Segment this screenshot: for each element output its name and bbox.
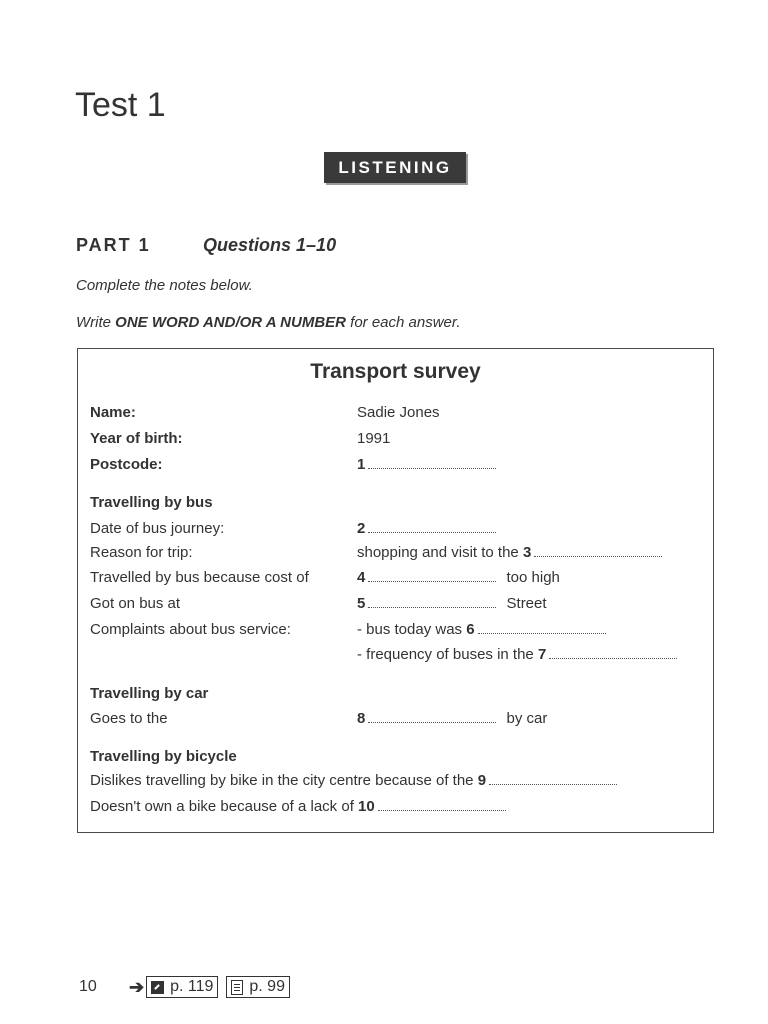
notes-box	[77, 348, 714, 833]
q10-number: 10	[358, 798, 375, 815]
date-label: Date of bus journey:	[90, 520, 225, 537]
postcode-row	[90, 456, 366, 473]
q6-answer-line[interactable]	[478, 632, 606, 634]
q5-answer-line[interactable]	[368, 606, 496, 608]
name-value: Sadie Jones	[357, 404, 440, 421]
q4-answer-line[interactable]	[368, 580, 496, 582]
goes-row	[90, 710, 548, 727]
page-footer	[79, 976, 298, 998]
answer-key-page: p. 119	[170, 978, 214, 995]
q2-answer-line[interactable]	[368, 531, 496, 533]
form-title: Transport survey	[310, 360, 481, 383]
date-row	[90, 520, 366, 537]
own-text: Doesn't own a bike because of a lack of	[90, 798, 354, 815]
q5-blank[interactable]	[357, 595, 547, 612]
q4-number: 4	[357, 569, 366, 586]
page-number: 10	[79, 978, 97, 995]
q9-number: 9	[477, 772, 487, 789]
got-on-row	[90, 595, 547, 612]
name-row	[90, 404, 440, 421]
dislikes-row	[90, 772, 617, 789]
q7-number: 7	[537, 646, 547, 663]
q8-blank[interactable]	[357, 710, 547, 727]
q8-answer-line[interactable]	[368, 721, 496, 723]
q6-blank[interactable]	[357, 621, 606, 638]
section-badge: LISTENING	[324, 152, 466, 183]
q1-blank[interactable]	[357, 456, 496, 473]
postcode-label: Postcode:	[90, 456, 163, 473]
dislikes-text: Dislikes travelling by bike in the city centre because of the	[90, 772, 474, 789]
page-title: Test 1	[75, 86, 166, 124]
goes-label: Goes to the	[90, 710, 168, 727]
q3-number: 3	[522, 544, 532, 561]
q4-suffix: too high	[506, 569, 560, 586]
part-header	[76, 235, 336, 256]
q9-answer-line[interactable]	[489, 783, 617, 785]
reason-row	[90, 544, 532, 561]
name-label: Name:	[90, 404, 136, 421]
q7-answer-line[interactable]	[549, 657, 677, 659]
transcript-reference[interactable]	[226, 976, 290, 998]
year-row	[90, 430, 391, 447]
complaint-2-text: - frequency of buses in the	[357, 646, 534, 663]
complaints-row	[90, 621, 475, 638]
cost-label: Travelled by bus because cost of	[90, 569, 309, 586]
q8-number: 8	[357, 710, 366, 727]
q8-suffix: by car	[506, 710, 548, 727]
transcript-icon	[231, 980, 243, 995]
questions-range: Questions 1–10	[203, 235, 337, 255]
complaint-1-text: - bus today was	[357, 621, 463, 638]
bike-heading: Travelling by bicycle	[90, 748, 237, 765]
instruction-text-bold: ONE WORD AND/OR A NUMBER	[115, 314, 346, 331]
q2-number: 2	[357, 520, 366, 537]
car-heading: Travelling by car	[90, 685, 209, 702]
q3-blank[interactable]	[357, 544, 662, 561]
part-label: PART 1	[76, 235, 151, 255]
q6-number: 6	[466, 621, 475, 638]
transcript-page: p. 99	[249, 978, 285, 995]
answer-key-icon	[151, 981, 164, 994]
complaints-label: Complaints about bus service:	[90, 621, 291, 638]
q2-blank[interactable]	[357, 520, 496, 537]
instruction-text-post: for each answer.	[346, 314, 461, 331]
arrow-right-icon: ➔	[129, 976, 145, 997]
cost-row	[90, 569, 560, 586]
answer-key-reference[interactable]	[146, 976, 218, 998]
q4-blank[interactable]	[357, 569, 560, 586]
q5-suffix: Street	[506, 595, 547, 612]
q5-number: 5	[357, 595, 366, 612]
got-on-label: Got on bus at	[90, 595, 181, 612]
instruction-complete: Complete the notes below.	[76, 277, 253, 294]
instruction-word-limit	[76, 314, 461, 331]
year-value: 1991	[357, 430, 391, 447]
q3-answer-line[interactable]	[534, 555, 662, 557]
q1-answer-line[interactable]	[368, 467, 496, 469]
q1-number: 1	[357, 456, 366, 473]
reason-label: Reason for trip:	[90, 544, 193, 561]
instruction-text-pre: Write	[76, 314, 116, 331]
own-row	[90, 798, 506, 815]
bus-heading: Travelling by bus	[90, 494, 213, 511]
q7-blank[interactable]	[357, 646, 677, 663]
q10-answer-line[interactable]	[378, 809, 506, 811]
reason-value: shopping and visit to the	[357, 544, 519, 561]
year-label: Year of birth:	[90, 430, 183, 447]
